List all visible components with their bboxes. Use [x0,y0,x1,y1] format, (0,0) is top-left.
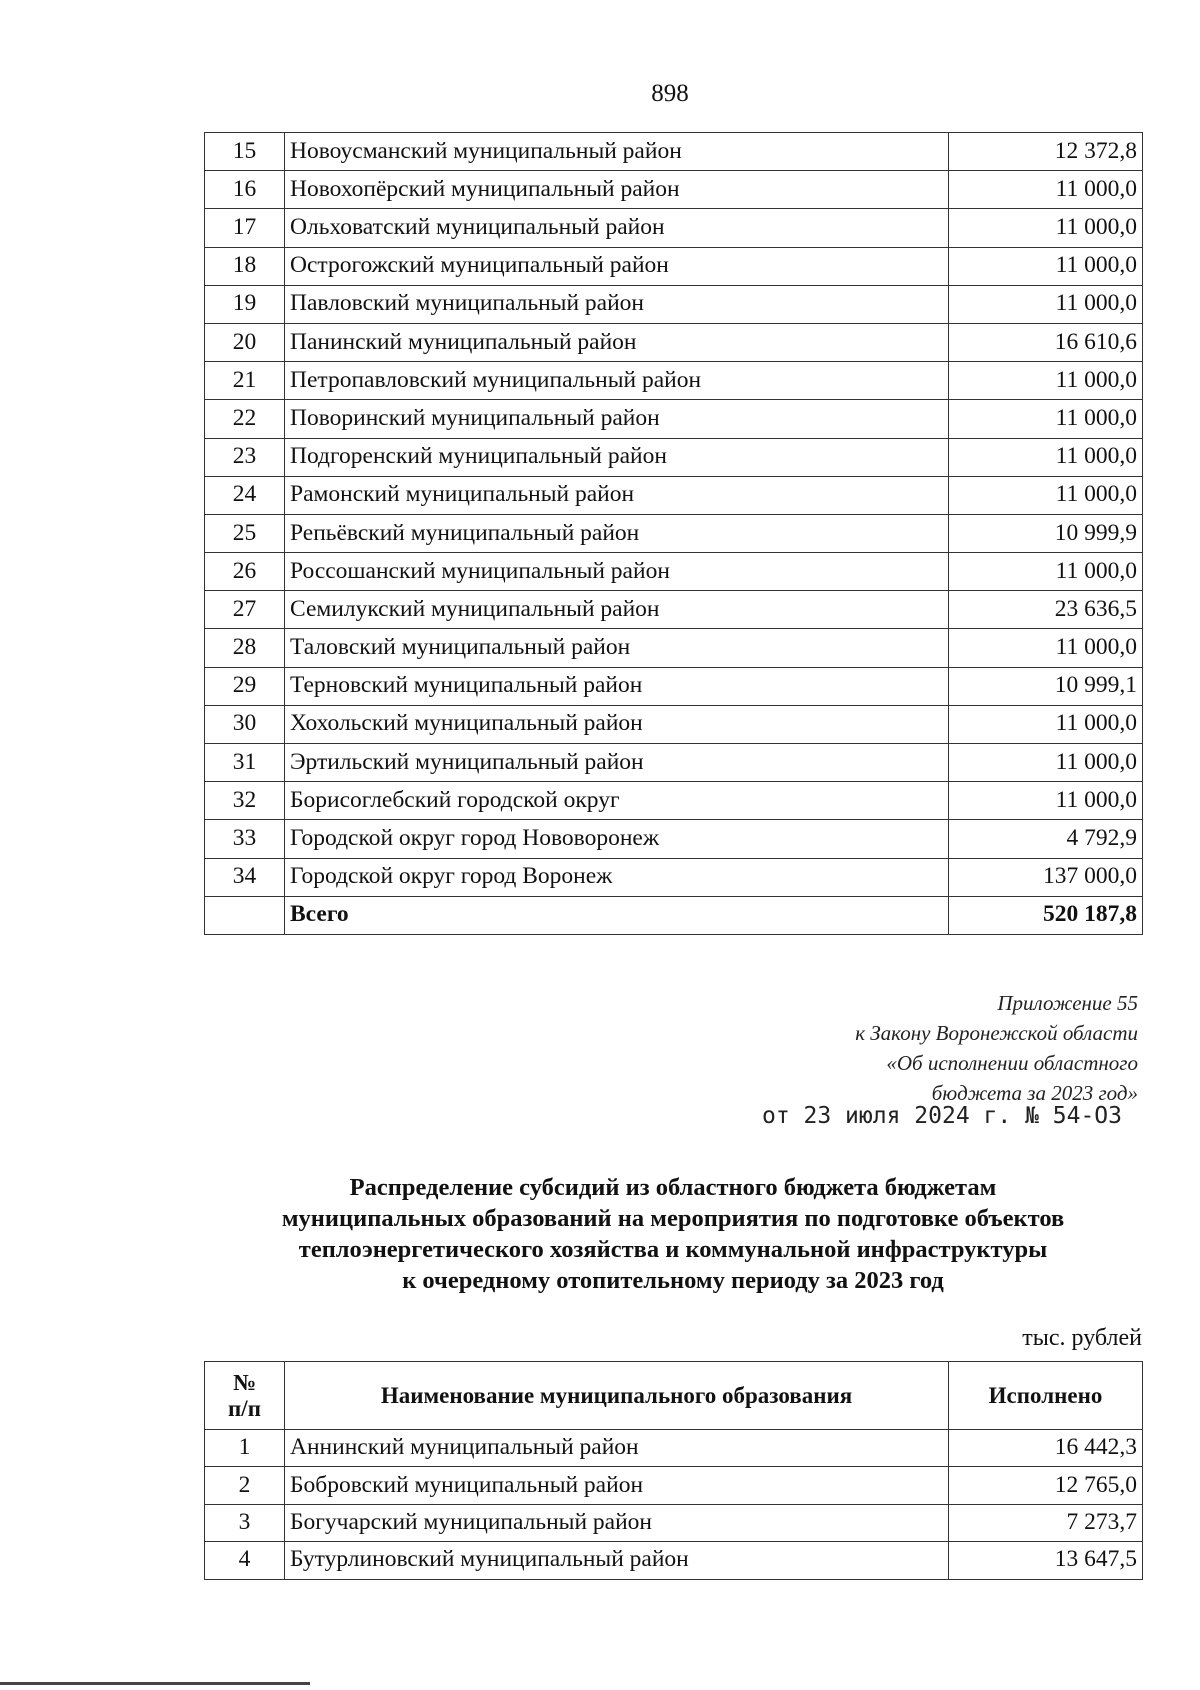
row-number: 23 [205,438,285,476]
header-row [205,1362,1143,1430]
table-row [205,553,1143,591]
table-row [205,782,1143,820]
amount-value: 11 000,0 [949,400,1143,438]
row-number: 3 [205,1504,285,1541]
row-number: 27 [205,591,285,629]
header-name: Наименование муниципального образования [285,1362,949,1430]
row-number: 15 [205,133,285,171]
table-row [205,744,1143,782]
appendix-date: от 23 июля 2024 г. № 54-ОЗ [761,1103,1122,1129]
amount-value: 7 273,7 [949,1504,1143,1541]
table-row [205,1430,1143,1467]
row-number: 31 [205,744,285,782]
row-number: 1 [205,1430,285,1467]
header-value: Исполнено [949,1362,1143,1430]
amount-value: 137 000,0 [949,858,1143,896]
municipality-name: Борисоглебский городской округ [285,782,949,820]
row-number: 4 [205,1542,285,1579]
amount-value: 11 000,0 [949,782,1143,820]
title-line: Распределение субсидий из областного бюджета бюджетам [349,1174,997,1201]
amount-value: 11 000,0 [949,476,1143,514]
appendix-reference [855,988,1138,1108]
table-header [205,1362,1143,1430]
total-label: Всего [285,896,949,934]
table-row [205,362,1143,400]
page-edge-rule [0,1682,310,1685]
amount-value: 11 000,0 [949,438,1143,476]
table-body [205,133,1143,935]
municipality-name: Новохопёрский муниципальный район [285,171,949,209]
table-row [205,171,1143,209]
amount-value: 16 442,3 [949,1430,1143,1467]
row-number: 25 [205,514,285,552]
municipality-name: Хохольский муниципальный район [285,705,949,743]
table-row [205,667,1143,705]
amount-value: 13 647,5 [949,1542,1143,1579]
amount-value: 23 636,5 [949,591,1143,629]
row-number: 34 [205,858,285,896]
allocation-table [204,1361,1143,1580]
title-line: муниципальных образований на мероприятия по подготовке объектов [281,1205,1065,1232]
municipality-name: Новоусманский муниципальный район [285,133,949,171]
municipality-name: Аннинский муниципальный район [285,1430,949,1467]
municipality-name: Павловский муниципальный район [285,285,949,323]
municipality-name: Бутурлиновский муниципальный район [285,1542,949,1579]
table-row [205,247,1143,285]
row-number: 29 [205,667,285,705]
page-number: 898 [651,80,689,107]
municipality-name: Семилукский муниципальный район [285,591,949,629]
municipality-name: Таловский муниципальный район [285,629,949,667]
header-number-sign: № [232,1370,257,1396]
table-row [205,1504,1143,1541]
row-number: 18 [205,247,285,285]
row-number: 17 [205,209,285,247]
table-row [205,591,1143,629]
row-number: 16 [205,171,285,209]
table-row [205,323,1143,361]
amount-value: 11 000,0 [949,247,1143,285]
header-number [205,1362,285,1430]
amount-value: 4 792,9 [949,820,1143,858]
table-row [205,400,1143,438]
amount-value: 16 610,6 [949,323,1143,361]
municipality-name: Ольховатский муниципальный район [285,209,949,247]
appendix-law-title-2: бюджета за 2023 год» [931,1081,1138,1105]
table-row [205,514,1143,552]
appendix-law-title-1: «Об исполнении областного [886,1051,1138,1075]
table-row [205,1467,1143,1504]
table-row [205,705,1143,743]
table-row [205,476,1143,514]
row-number: 21 [205,362,285,400]
amount-value: 10 999,1 [949,667,1143,705]
table-row [205,438,1143,476]
municipality-name: Поворинский муниципальный район [285,400,949,438]
amount-value: 11 000,0 [949,629,1143,667]
municipality-name: Бобровский муниципальный район [285,1467,949,1504]
table-row [205,820,1143,858]
allocation-table-continued [204,132,1143,935]
municipality-name: Терновский муниципальный район [285,667,949,705]
amount-value: 11 000,0 [949,744,1143,782]
row-number: 30 [205,705,285,743]
amount-value: 11 000,0 [949,362,1143,400]
row-number: 22 [205,400,285,438]
amount-value: 12 765,0 [949,1467,1143,1504]
total-row [205,896,1143,934]
municipality-name: Подгоренский муниципальный район [285,438,949,476]
table-row [205,209,1143,247]
table-body [205,1430,1143,1580]
table-row [205,133,1143,171]
amount-value: 11 000,0 [949,553,1143,591]
units-label: тыс. рублей [1022,1325,1142,1351]
row-number: 19 [205,285,285,323]
total-value: 520 187,8 [949,896,1143,934]
municipality-name: Городской округ город Воронеж [285,858,949,896]
municipality-name: Петропавловский муниципальный район [285,362,949,400]
amount-value: 11 000,0 [949,705,1143,743]
amount-value: 10 999,9 [949,514,1143,552]
municipality-name: Репьёвский муниципальный район [285,514,949,552]
table-row [205,629,1143,667]
title-line: к очередному отопительному периоду за 2023 год [402,1267,944,1294]
municipality-name: Эртильский муниципальный район [285,744,949,782]
document-title [204,1172,1142,1296]
row-number: 32 [205,782,285,820]
title-line: теплоэнергетического хозяйства и коммунальной инфраструктуры [298,1236,1048,1263]
amount-value: 11 000,0 [949,209,1143,247]
municipality-name: Богучарский муниципальный район [285,1504,949,1541]
amount-value: 11 000,0 [949,171,1143,209]
table-row [205,858,1143,896]
amount-value: 12 372,8 [949,133,1143,171]
row-number: 20 [205,323,285,361]
row-number: 28 [205,629,285,667]
municipality-name: Панинский муниципальный район [285,323,949,361]
appendix-law: к Закону Воронежской области [855,1021,1138,1045]
table-row [205,285,1143,323]
amount-value: 11 000,0 [949,285,1143,323]
row-number: 33 [205,820,285,858]
table-row [205,1542,1143,1579]
total-number-cell [205,896,285,934]
municipality-name: Россошанский муниципальный район [285,553,949,591]
municipality-name: Рамонский муниципальный район [285,476,949,514]
row-number: 24 [205,476,285,514]
row-number: 26 [205,553,285,591]
municipality-name: Городской округ город Нововоронеж [285,820,949,858]
header-number-abbr: п/п [228,1395,261,1421]
municipality-name: Острогожский муниципальный район [285,247,949,285]
row-number: 2 [205,1467,285,1504]
appendix-number: Приложение 55 [997,991,1138,1015]
